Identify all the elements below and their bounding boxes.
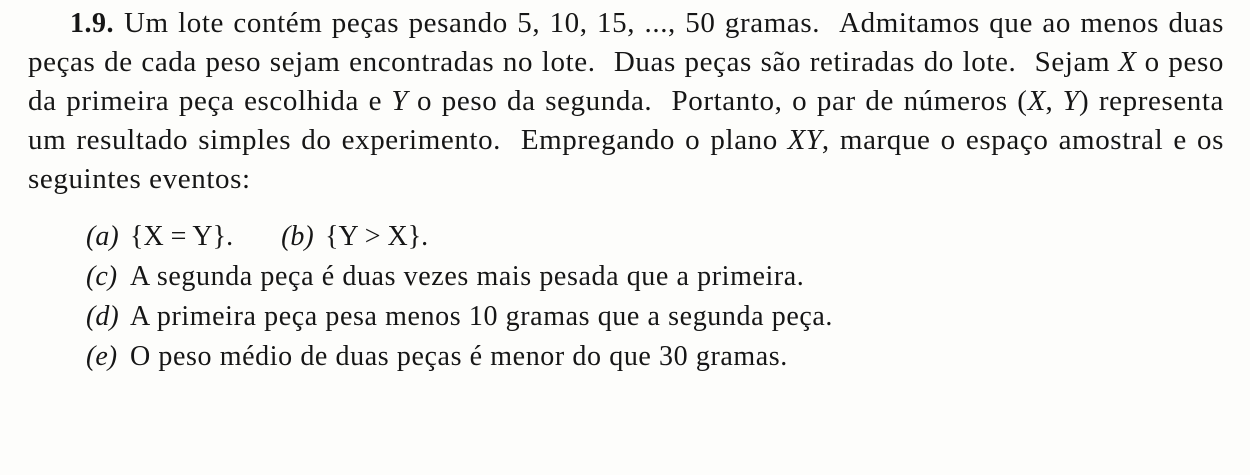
sentence-4: Sejam — [1034, 46, 1111, 78]
variable-y-pair: Y — [1062, 85, 1079, 117]
pair-comma: , — [1045, 85, 1054, 117]
sentence-1: Um lote contém peças pesando 5, 10, 15, ..., 50 gramas. — [124, 7, 821, 39]
list-item — [86, 337, 1224, 377]
sentence-11: , marque o espaço amostral e os seguintes eventos: — [28, 124, 1225, 195]
variable-x: X — [1118, 46, 1137, 78]
list-item — [86, 257, 1224, 297]
variable-y: Y — [391, 85, 408, 117]
sentence-2: Admitamos que ao menos duas peças de cada peso sejam encontradas no lote. — [28, 7, 1225, 78]
sentence-10: Empregando o plano — [520, 124, 778, 156]
item-tag-d: (d) — [86, 301, 119, 332]
item-tag-a: (a) — [86, 221, 119, 252]
item-text-c: A segunda peça é duas vezes mais pesada que a primeira. — [130, 261, 805, 292]
item-tag-b: (b) — [281, 221, 314, 252]
exercise-paragraph — [28, 4, 1224, 199]
list-item — [86, 297, 1224, 337]
sentence-5: o peso da primeira peça escolhida e — [28, 46, 1224, 117]
sentence-3: Duas peças são retiradas do lote. — [613, 46, 1017, 78]
exercise-block — [28, 4, 1224, 377]
sentence-9: ) representa um resultado simples do experimento. — [28, 85, 1225, 156]
list-item — [86, 217, 1224, 257]
item-text-b: {Y > X}. — [325, 221, 429, 252]
item-text-e: O peso médio de duas peças é menor do que 30 gramas. — [130, 341, 788, 372]
sentence-7: Portanto, o par de números ( — [671, 85, 1028, 117]
variable-x-pair: X — [1027, 85, 1046, 117]
sentence-6: o peso da segunda. — [417, 85, 653, 117]
exercise-items — [28, 217, 1224, 377]
item-text-d: A primeira peça pesa menos 10 gramas que a segunda peça. — [130, 301, 834, 332]
item-tag-c: (c) — [86, 261, 118, 292]
exercise-number: 1.9. — [70, 8, 114, 39]
variable-xy-plane: XY — [787, 124, 822, 156]
item-text-a: {X = Y}. — [130, 221, 234, 252]
item-tag-e: (e) — [86, 341, 118, 372]
